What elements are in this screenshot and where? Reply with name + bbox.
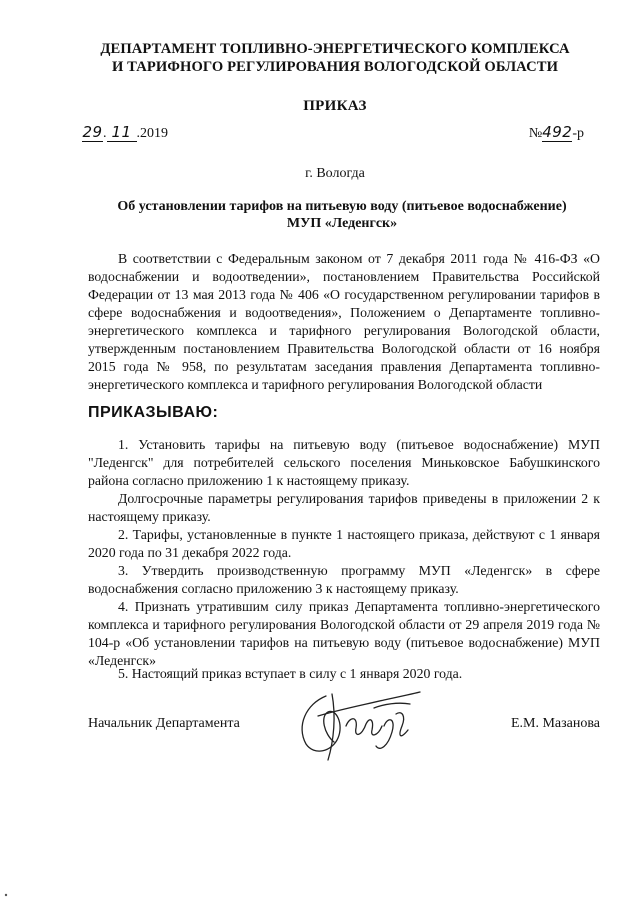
order-number (529, 123, 584, 142)
order-title: ПРИКАЗ (303, 98, 367, 114)
scan-speck (4, 893, 8, 897)
order-date-separator: . (103, 126, 107, 141)
department-header-line1: ДЕПАРТАМЕНТ ТОПЛИВНО-ЭНЕРГЕТИЧЕСКОГО КОМПЛЕКСА (100, 41, 570, 57)
department-header-line2: И ТАРИФНОГО РЕГУЛИРОВАНИЯ ВОЛОГОДСКОЙ ОБЛАСТИ (111, 59, 559, 75)
item-1-longterm: Долгосрочные параметры регулирования тарифов приведены в приложении 2 к настоящему приказу. (88, 491, 600, 524)
order-date-month: 11 (107, 123, 137, 142)
order-number-prefix: № (528, 126, 543, 141)
intro-paragraph: В соответствии с Федеральным законом от 7 декабря 2011 года № 416-ФЗ «О водоснабжении и водоотведении», постановлением Правительства Российской Федерации от 13 мая 2013 года № 406 «О государственном регулировании тарифов в сфере водоснабжения и водоотведения», Положением о Департаменте топливно-энергетического комплекса и тарифного регулирования Вологодской области, утвержденным постановлением Правительства Вологодской области от 16 ноября 2015 года № 958, по результатам заседания правления Департамента топливно-энергетического комплекса и тарифного регулирования Вологодской области (88, 251, 600, 392)
order-date (82, 123, 168, 142)
order-subject-line2: МУП «Леденгск» (286, 216, 398, 231)
item-1: 1. Установить тарифы на питьевую воду (питьевое водоснабжение) МУП "Леденгск" для потребителей сельского поселения Миньковское Бабушкинского района согласно приложению 1 к настоящему приказу. (88, 437, 600, 488)
decree-word: ПРИКАЗЫВАЮ: (88, 404, 219, 421)
signer-name: Е.М. Мазанова (510, 716, 600, 731)
signer-position: Начальник Департамента (88, 716, 240, 731)
item-5: 5. Настоящий приказ вступает в силу с 1 января 2020 года. (118, 666, 463, 681)
order-date-year: .2019 (136, 126, 168, 141)
item-3: 3. Утвердить производственную программу МУП «Леденгск» в сфере водоснабжения согласно приложению 3 к настоящему приказу. (88, 563, 600, 596)
order-subject-line1: Об установлении тарифов на питьевую воду (питьевое водоснабжение) (117, 199, 567, 214)
item-4: 4. Признать утратившим силу приказ Департамента топливно-энергетического комплекса и тарифного регулирования Вологодской области от 29 апреля 2019 года № 104-р «Об установлении тарифов на питьевую воду (питьевое водоснабжение) МУП «Леденгск» (88, 599, 600, 668)
order-number-value: 492 (542, 123, 573, 141)
item-2: 2. Тарифы, установленные в пункте 1 настоящего приказа, действуют с 1 января 2020 года по 31 декабря 2022 года. (88, 527, 600, 560)
order-subject (82, 198, 602, 232)
order-number-suffix: -р (572, 126, 584, 141)
city: г. Вологда (305, 166, 365, 181)
order-date-day: 29 (82, 123, 103, 141)
handwritten-signature (288, 686, 428, 764)
